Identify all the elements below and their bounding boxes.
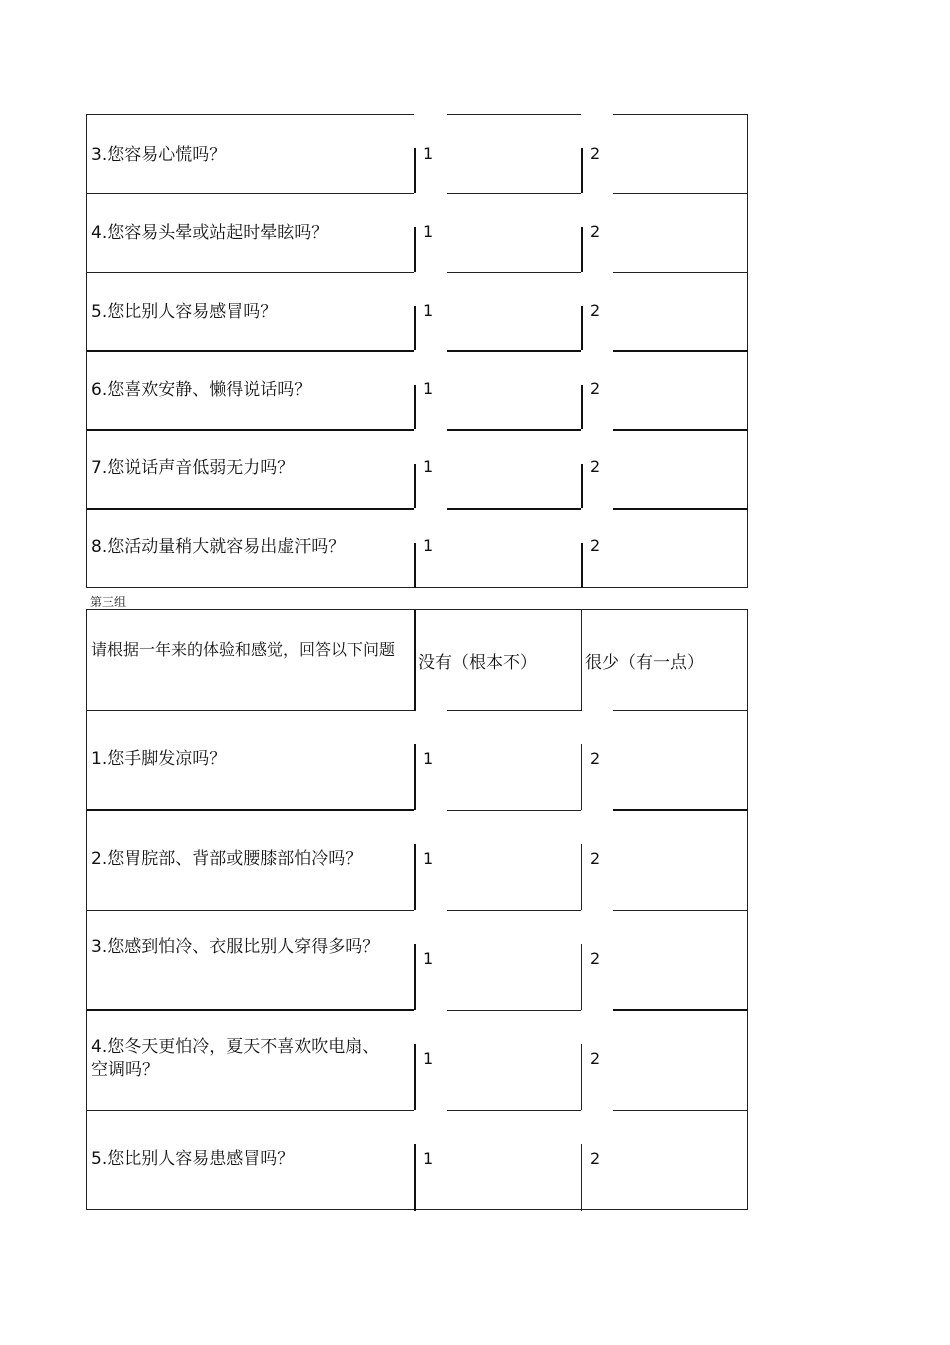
option-1-value: 1 <box>423 222 434 241</box>
header-row <box>87 610 747 711</box>
option-2-value: 2 <box>590 457 601 476</box>
option-2-value: 2 <box>590 949 601 968</box>
question-text: 3.您感到怕冷、衣服比别人穿得多吗？ <box>91 937 380 957</box>
question-text: 5.您比别人容易患感冒吗？ <box>91 1149 295 1169</box>
option-1-value: 1 <box>423 1049 434 1068</box>
option-2-value: 2 <box>590 849 601 868</box>
table-row <box>87 911 747 1011</box>
option-2-value: 2 <box>590 749 601 768</box>
header-option-2: 很少（有一点） <box>585 653 704 673</box>
table-row <box>87 193 747 272</box>
option-2-value: 2 <box>590 536 601 555</box>
table-row <box>87 1011 747 1111</box>
table-row <box>87 711 747 811</box>
table-row <box>87 272 747 351</box>
question-text: 8.您活动量稍大就容易出虚汗吗？ <box>91 537 346 557</box>
option-1-value: 1 <box>423 949 434 968</box>
option-2-value: 2 <box>590 379 601 398</box>
option-2-value: 2 <box>590 1149 601 1168</box>
group-label: 第三组 <box>90 595 127 609</box>
section3-table <box>86 609 748 1210</box>
question-text: 5.您比别人容易感冒吗？ <box>91 302 278 322</box>
table-row <box>87 811 747 911</box>
option-2-value: 2 <box>590 1049 601 1068</box>
section2-table <box>86 114 748 588</box>
table-row <box>87 114 747 193</box>
table-row <box>87 351 747 430</box>
option-1-value: 1 <box>423 849 434 868</box>
table-row <box>87 509 747 588</box>
option-2-value: 2 <box>590 301 601 320</box>
question-text: 1.您手脚发凉吗？ <box>91 749 227 769</box>
option-1-value: 1 <box>423 1149 434 1168</box>
question-text: 2.您胃脘部、背部或腰膝部怕冷吗？ <box>91 849 363 869</box>
header-option-1: 没有（根本不） <box>418 653 537 673</box>
question-text: 4.您冬天更怕冷，夏天不喜欢吹电扇、空调吗？ <box>91 1037 380 1080</box>
question-text: 6.您喜欢安静、懒得说话吗？ <box>91 380 312 400</box>
option-1-value: 1 <box>423 457 434 476</box>
header-question: 请根据一年来的体验和感觉，回答以下问题 <box>91 640 396 659</box>
table-row <box>87 1111 747 1211</box>
option-2-value: 2 <box>590 222 601 241</box>
option-1-value: 1 <box>423 536 434 555</box>
option-1-value: 1 <box>423 379 434 398</box>
option-1-value: 1 <box>423 144 434 163</box>
table-row <box>87 430 747 509</box>
option-2-value: 2 <box>590 144 601 163</box>
option-1-value: 1 <box>423 749 434 768</box>
question-text: 7.您说话声音低弱无力吗？ <box>91 458 295 478</box>
option-1-value: 1 <box>423 301 434 320</box>
question-text: 3.您容易心慌吗？ <box>91 145 227 165</box>
question-text: 4.您容易头晕或站起时晕眩吗？ <box>91 223 329 243</box>
